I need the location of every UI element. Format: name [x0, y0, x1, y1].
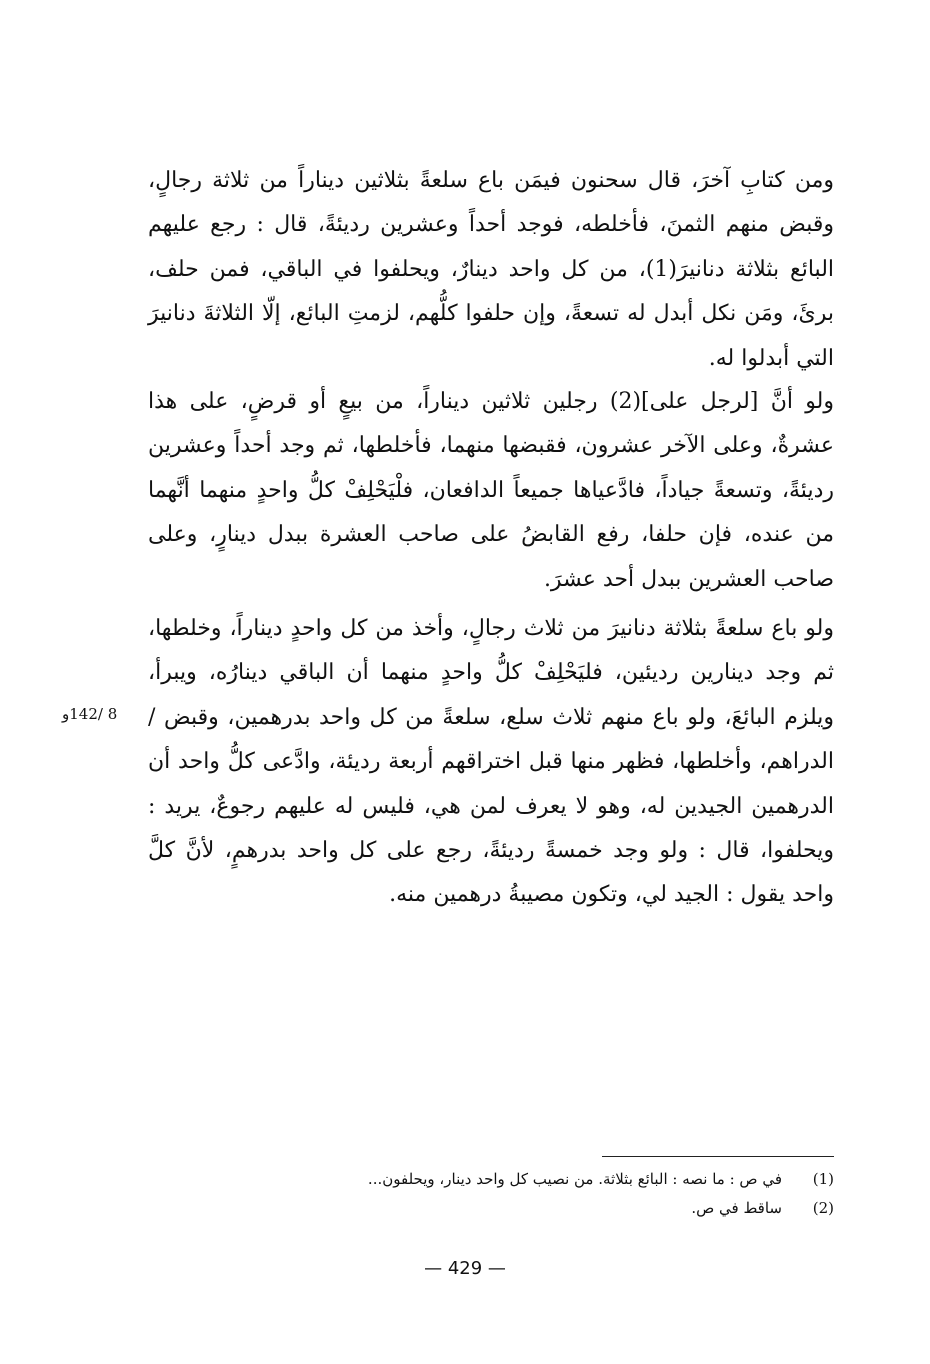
footnote-1-text: في ص : ما نصه : البائع بثلاثة. من نصيب كل واحد دينار، ويحلفون... — [367, 1170, 782, 1188]
footnote-separator — [602, 1156, 834, 1157]
paragraph-3: ولو باع سلعةً بثلاثة دنانيرَ من ثلاث رجالٍ، وأخذ من كل واحدٍ ديناراً، وخلطها، ثم وجد دينارين رديئين، فليَحْلِفْ كلُّ واحدٍ منهما أن الباقي دينارُه، ويبرأ، ويلزم البائعَ، ولو باع منهم ثلاث سلع، سلعةً من كل واحد بدرهمين، وقبض / الدراهم، وأخلطها، فظهر منها قبل اختراقهم أربعة رديئة، وادَّعى كلُّ واحد أن الدرهمين الجيدين له، وهو لا يعرف لمن هي، فليس له عليهم رجوعٌ، يريد : ويحلفوا، قال : ولو وجد خمسةً رديئةً، رجع على كل واحد بدرهمٍ، لأنَّ كلَّ واحد يقول : الجيد لي، وتكون مصيبةُ درهمين منه. — [148, 616, 834, 908]
paragraph-2: ولو أنَّ [لرجل على](2) رجلين ثلاثين ديناراً، من بيعٍ أو قرضٍ، على هذا عشرةٌ، وعلى الآخر عشرون، فقبضها منهما، فأخلطها، ثم وجد أحداً وعشرين رديئةً، وتسعةً جياداً، فادَّعياها جميعاً الدافعان، فلْيَحْلِفْ كلُّ واحدٍ منهما أنَّهما من عنده، فإن حلفا، رفع القابضُ على صاحب العشرة ببدل دينارٍ، وعلى صاحب العشرين ببدل أحد عشرَ. — [148, 389, 834, 592]
footnote-2-number: (2) — [812, 1199, 834, 1217]
footnote-2 — [280, 1197, 834, 1219]
page-number: — 429 — — [424, 1258, 506, 1279]
manuscript-folio-note: 8 /142و — [62, 705, 118, 723]
footnote-1-number: (1) — [812, 1170, 834, 1188]
paragraph-1: ومن كتابِ آخرَ، قال سحنون فيمَن باع سلعةً بثلاثين ديناراً من ثلاثة رجالٍ، وقبض منهم الثمنَ، فأخلطه، فوجد أحداً وعشرين رديئةً، قال : رجع عليهم البائع بثلاثة دنانيرَ(1)، من كل واحد دينارٌ، ويحلفوا في الباقي، فمن حلف، برئَ، ومَن نكل أبدل له تسعةً، وإن حلفوا كلُّهم، لزمتِ البائع، إلّا الثلاثةَ دنانيرَ التي أبدلوا له. — [148, 168, 835, 371]
footnote-1 — [280, 1168, 834, 1190]
footnote-2-text: ساقط في ص. — [691, 1199, 782, 1217]
